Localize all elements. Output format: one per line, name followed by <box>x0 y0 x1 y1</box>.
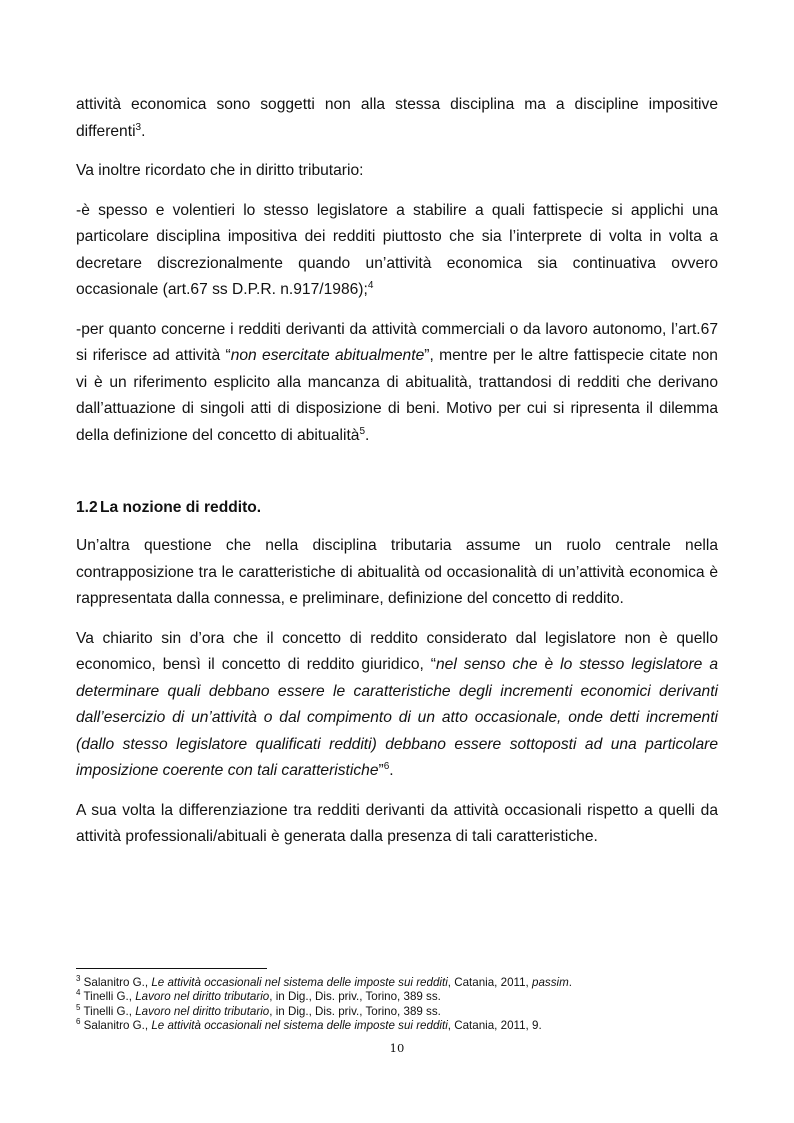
paragraph <box>76 533 718 613</box>
footnote-ref: 5 <box>359 425 366 437</box>
text-run: ”, mentre per le altre fattispecie citate non vi è un riferimento esplicito alla mancanza di abitualità, trattandosi di redditi che derivano dall’attuazione di singoli atti di disposizione di beni. Motivo per cui si ripresenta il dilemma della definizione del concetto di abitualità <box>76 347 718 444</box>
text-run: , in Dig., Dis. priv., Torino, 389 ss. <box>269 1004 441 1018</box>
footnote-ref: 3 <box>76 974 81 984</box>
paragraph <box>76 158 718 185</box>
text-run: . <box>568 976 572 989</box>
footnote <box>76 1019 736 1033</box>
section-number: 1.2 <box>76 499 98 516</box>
text-run: Va chiarito sin d’ora che il concetto di reddito considerato dal legislatore non è quello economico, bensì il concetto di reddito giuridico, “ <box>76 629 718 673</box>
text-run: . <box>141 122 146 140</box>
text-run: , Catania, 2011, 9. <box>447 1019 542 1033</box>
footnote-ref: 6 <box>76 1017 81 1027</box>
paragraph <box>76 626 718 785</box>
italic-text: Le attività occasionali nel sistema delle imposte sui redditi <box>151 1019 448 1033</box>
italic-text: Lavoro nel diritto tributario <box>135 1004 270 1018</box>
footnote <box>76 976 736 990</box>
text-run: Salanitro G., <box>80 1019 152 1033</box>
text-run: -per quanto concerne i redditi derivanti da attività commerciali o da lavoro autonomo, l’art.67 si riferisce ad attività “ <box>76 320 718 364</box>
footnote-ref: 5 <box>76 1002 81 1012</box>
footnote-ref: 6 <box>383 760 390 772</box>
footnote <box>76 990 736 1004</box>
footnote-divider <box>76 968 267 969</box>
paragraph <box>76 92 718 145</box>
text-run: attività economica sono soggetti non alla stessa disciplina ma a discipline impositive differenti <box>76 96 718 140</box>
text-run: , Catania, 2011, <box>447 976 532 989</box>
text-run: . <box>365 426 370 444</box>
text-run: Salanitro G., <box>80 976 152 989</box>
italic-text: passim <box>532 976 569 989</box>
paragraph <box>76 798 718 851</box>
italic-text: nel senso che è lo stesso legislatore a determinare quali debbano essere le caratteristiche degli incrementi economici derivanti dall’esercizio di un’attività o dal compimento di un atto occasionale, onde detti incrementi (dallo stesso legislatore qualificati redditi) debbano essere sottoposti ad una particolare imposizione coerente con tali caratteristiche <box>76 656 718 779</box>
footnote-ref: 3 <box>135 121 142 133</box>
footnote <box>76 1002 736 1019</box>
italic-text: Lavoro nel diritto tributario <box>135 990 270 1004</box>
footnotes <box>76 976 736 1034</box>
text-run: Tinelli G., <box>80 1004 136 1018</box>
section-heading <box>76 495 718 521</box>
paragraph <box>76 317 718 450</box>
italic-text: non esercitate abitualmente <box>230 347 425 364</box>
footnote-ref: 4 <box>367 279 374 291</box>
text-run: . <box>389 762 394 779</box>
paragraph <box>76 198 718 304</box>
text-run: -è spesso e volentieri lo stesso legislatore a stabilire a quali fattispecie si applichi una particolare disciplina impositiva dei redditi piuttosto che sia l’interprete di volta in volta a decretare discrezionalmente quando un’attività economica sia continuativa ovvero occasionale (art.67 ss D.P.R. n.917/1986); <box>76 201 718 298</box>
text-run: Un’altra questione che nella disciplina tributaria assume un ruolo centrale nella contrapposizione tra le caratteristiche di abitualità od occasionalità di un’attività economica è rappresentata dalla connessa, e preliminare, definizione del concetto di reddito. <box>76 537 718 607</box>
section-title: La nozione di reddito. <box>100 499 262 516</box>
text-run: , in Dig., Dis. priv., Torino, 389 ss. <box>269 990 441 1004</box>
page-number: 10 <box>389 1041 405 1055</box>
text-run: A sua volta la differenziazione tra redditi derivanti da attività occasionali rispetto a quelli da attività professionali/abituali è generata dalla presenza di tali caratteristiche. <box>76 801 718 845</box>
page-body <box>76 92 718 864</box>
italic-text: Le attività occasionali nel sistema delle imposte sui redditi <box>151 976 448 989</box>
text-run: Va inoltre ricordato che in diritto tributario: <box>76 162 364 179</box>
text-run: ” <box>378 762 384 779</box>
text-run: Tinelli G., <box>80 990 136 1004</box>
footnote-ref: 4 <box>76 988 81 998</box>
